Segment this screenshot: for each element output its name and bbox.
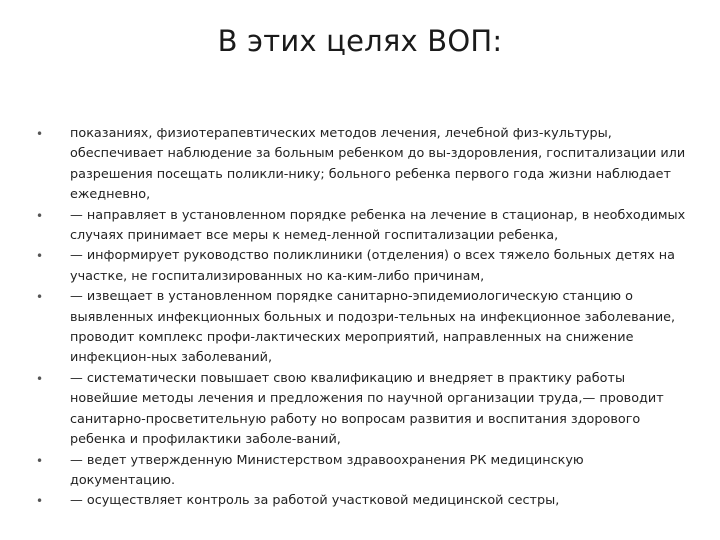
bullet-text-7: — осуществляет контроль за работой участковой медицинской сестры,: [70, 493, 560, 509]
bullet-text-1: показаниях, физиотерапевтических методов лечения, лечебной физ-культуры, обеспечивает наблюдение за больным ребенком до вы-здоровления, госпитализации или разрешения посещать поликли-нику; больного ребенка первого года жизни наблюдает ежедневно,: [70, 126, 686, 203]
bullet-dot-icon: •: [36, 371, 44, 386]
bullet-dot-icon: •: [36, 127, 44, 141]
bullet-text-4: — извещает в установленном порядке санитарно-эпидемиологическую станцию о выявленных инфекционных больных и подозри-тельных на инфекционное заболевание, проводит комплекс профи-лактических мероприятий, направленных на снижение инфекцион-ных заболеваний,: [70, 289, 676, 366]
bullet-dot-icon: •: [36, 453, 44, 468]
bullet-dot-icon: •: [36, 249, 44, 264]
bullet-dot-icon: •: [36, 290, 44, 305]
bullet-dot-icon: •: [36, 208, 44, 223]
bullet-dot-icon: •: [36, 494, 44, 509]
bullet-item-3: [36, 246, 686, 287]
bullet-text-3: — информирует руководство поликлиники (отделения) о всех тяжело больных детях на участке, не госпитализированных но ка-ким-либо причинам,: [70, 248, 676, 284]
bullet-list: [36, 124, 686, 512]
bullet-item-7: [36, 491, 686, 511]
bullet-item-5: [36, 369, 686, 451]
bullet-text-6: — ведет утвержденную Министерством здравоохранения РК медицинскую документацию.: [70, 452, 584, 488]
bullet-item-2: [36, 206, 686, 247]
bullet-item-4: [36, 287, 686, 369]
slide-title: В этих целях ВОП:: [217, 24, 503, 58]
bullet-item-1: [36, 124, 686, 206]
bullet-text-2: — направляет в установленном порядке ребенка на лечение в стационар, в необходимых случаях принимает все меры к немед-ленной госпитализации ребенка,: [70, 207, 686, 244]
bullet-item-6: [36, 451, 686, 492]
bullet-text-5: — систематически повышает свою квалификацию и внедряет в практику работы новейшие методы лечения и предложения по научной организации труда,— проводит санитарно-просветительную работу но вопросам развития и воспитания здорового ребенка и профилактики заболе-ваний,: [70, 370, 664, 448]
